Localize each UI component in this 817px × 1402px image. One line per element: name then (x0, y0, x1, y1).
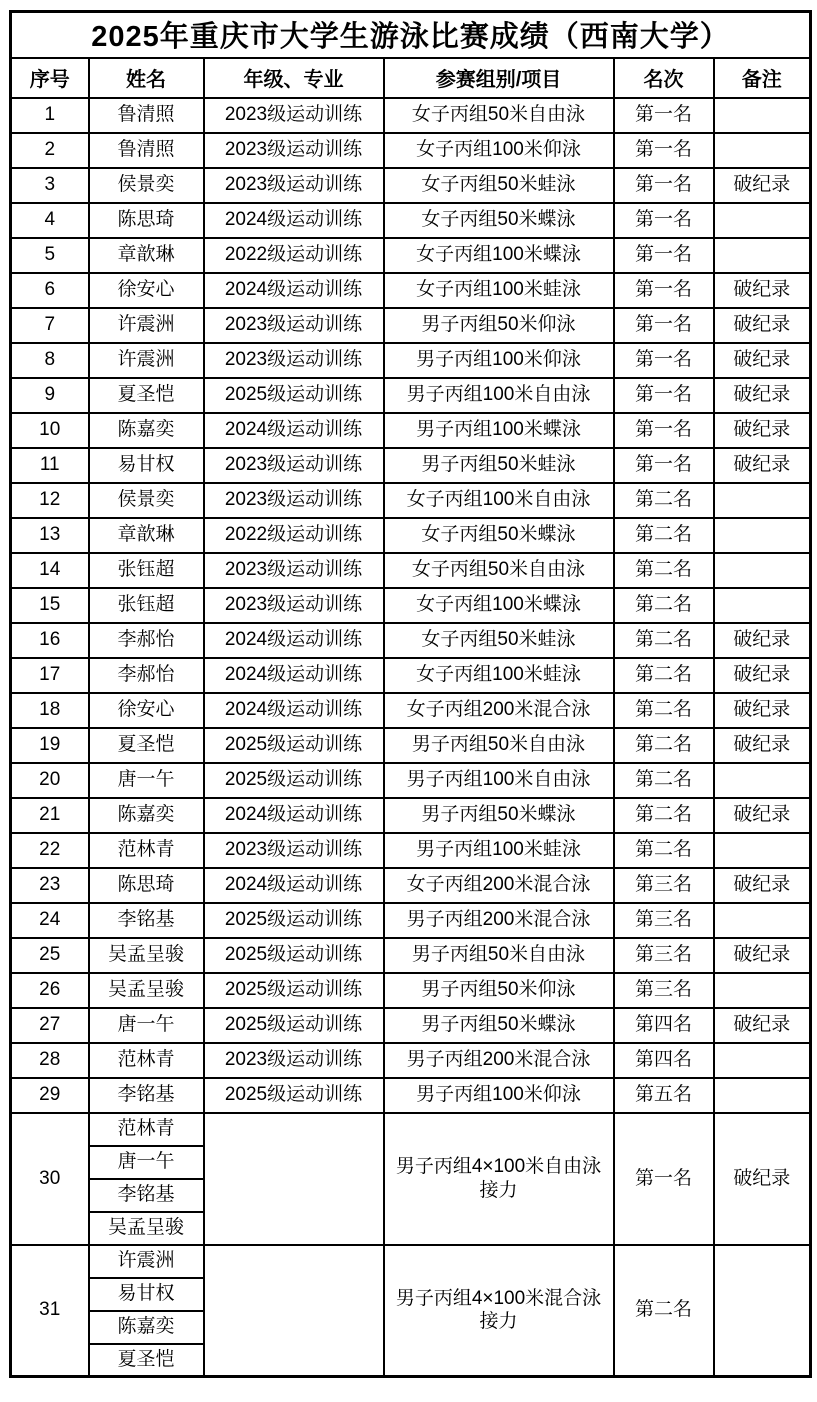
grade-major: 2025级运动训练 (204, 938, 384, 973)
event: 男子丙组100米自由泳 (384, 378, 614, 413)
athlete-name: 易甘权 (89, 1278, 204, 1311)
grade-major: 2025级运动训练 (204, 728, 384, 763)
remark: 破纪录 (714, 378, 811, 413)
table-row (11, 658, 811, 693)
athlete-name: 唐一午 (89, 1008, 204, 1043)
rank: 第三名 (614, 938, 714, 973)
table-row (11, 273, 811, 308)
rank: 第一名 (614, 378, 714, 413)
athlete-name: 陈思琦 (89, 203, 204, 238)
remark: 破纪录 (714, 728, 811, 763)
athlete-name: 许震洲 (89, 308, 204, 343)
rank: 第一名 (614, 1113, 714, 1245)
row-no: 31 (11, 1245, 89, 1377)
row-no: 10 (11, 413, 89, 448)
remark (714, 1043, 811, 1078)
event: 男子丙组50米自由泳 (384, 938, 614, 973)
event: 男子丙组4×100米混合泳接力 (384, 1245, 614, 1377)
grade-major: 2023级运动训练 (204, 168, 384, 203)
athlete-name: 徐安心 (89, 693, 204, 728)
grade-major: 2023级运动训练 (204, 98, 384, 133)
grade-major: 2023级运动训练 (204, 448, 384, 483)
remark: 破纪录 (714, 448, 811, 483)
row-no: 3 (11, 168, 89, 203)
remark: 破纪录 (714, 1113, 811, 1245)
rank: 第一名 (614, 133, 714, 168)
table-row (11, 308, 811, 343)
table-row (11, 203, 811, 238)
grade-major: 2023级运动训练 (204, 553, 384, 588)
grade-major: 2022级运动训练 (204, 238, 384, 273)
remark (714, 553, 811, 588)
remark: 破纪录 (714, 798, 811, 833)
table-row (11, 693, 811, 728)
table-row (11, 133, 811, 168)
event: 女子丙组100米蛙泳 (384, 658, 614, 693)
row-no: 27 (11, 1008, 89, 1043)
rank: 第二名 (614, 483, 714, 518)
column-header-name: 姓名 (89, 58, 204, 98)
grade-major: 2024级运动训练 (204, 623, 384, 658)
header-row (11, 58, 811, 98)
event: 女子丙组50米自由泳 (384, 98, 614, 133)
grade-major: 2025级运动训练 (204, 1008, 384, 1043)
remark (714, 203, 811, 238)
grade-major: 2025级运动训练 (204, 763, 384, 798)
remark: 破纪录 (714, 938, 811, 973)
grade-major: 2024级运动训练 (204, 868, 384, 903)
table-row (11, 623, 811, 658)
row-no: 22 (11, 833, 89, 868)
rank: 第五名 (614, 1078, 714, 1113)
table-row (11, 1113, 811, 1146)
grade-major: 2025级运动训练 (204, 1078, 384, 1113)
athlete-name: 吴孟呈骏 (89, 938, 204, 973)
table-row (11, 343, 811, 378)
grade-major: 2024级运动训练 (204, 203, 384, 238)
table-row (11, 98, 811, 133)
table-row (11, 553, 811, 588)
results-table (9, 10, 812, 1378)
row-no: 21 (11, 798, 89, 833)
table-row (11, 938, 811, 973)
row-no: 26 (11, 973, 89, 1008)
event: 女子丙组100米蛙泳 (384, 273, 614, 308)
rank: 第一名 (614, 343, 714, 378)
athlete-name: 鲁清照 (89, 133, 204, 168)
row-no: 15 (11, 588, 89, 623)
athlete-name: 夏圣恺 (89, 1344, 204, 1377)
row-no: 17 (11, 658, 89, 693)
row-no: 28 (11, 1043, 89, 1078)
athlete-name: 徐安心 (89, 273, 204, 308)
row-no: 8 (11, 343, 89, 378)
event: 男子丙组200米混合泳 (384, 1043, 614, 1078)
athlete-name: 张钰超 (89, 588, 204, 623)
event: 男子丙组50米仰泳 (384, 308, 614, 343)
rank: 第二名 (614, 658, 714, 693)
rank: 第一名 (614, 203, 714, 238)
event: 男子丙组50米蛙泳 (384, 448, 614, 483)
table-row (11, 238, 811, 273)
athlete-name: 李铭基 (89, 1179, 204, 1212)
column-header-remark: 备注 (714, 58, 811, 98)
row-no: 7 (11, 308, 89, 343)
rank: 第三名 (614, 973, 714, 1008)
event: 男子丙组100米仰泳 (384, 1078, 614, 1113)
remark: 破纪录 (714, 273, 811, 308)
event: 男子丙组100米蛙泳 (384, 833, 614, 868)
event: 女子丙组50米蝶泳 (384, 203, 614, 238)
athlete-name: 范林青 (89, 1113, 204, 1146)
event: 男子丙组50米仰泳 (384, 973, 614, 1008)
remark (714, 1245, 811, 1377)
row-no: 19 (11, 728, 89, 763)
table-row (11, 378, 811, 413)
table-row (11, 588, 811, 623)
table-row (11, 1008, 811, 1043)
row-no: 14 (11, 553, 89, 588)
athlete-name: 陈思琦 (89, 868, 204, 903)
rank: 第四名 (614, 1008, 714, 1043)
event: 女子丙组50米自由泳 (384, 553, 614, 588)
remark: 破纪录 (714, 868, 811, 903)
table-row (11, 763, 811, 798)
rank: 第四名 (614, 1043, 714, 1078)
page-title: 2025年重庆市大学生游泳比赛成绩（西南大学） (11, 12, 811, 58)
athlete-name: 侯景奕 (89, 168, 204, 203)
row-no: 1 (11, 98, 89, 133)
table-row (11, 903, 811, 938)
column-header-rank: 名次 (614, 58, 714, 98)
athlete-name: 夏圣恺 (89, 728, 204, 763)
table-row (11, 833, 811, 868)
event: 女子丙组100米蝶泳 (384, 588, 614, 623)
athlete-name: 易甘权 (89, 448, 204, 483)
grade-major: 2023级运动训练 (204, 483, 384, 518)
grade-major: 2025级运动训练 (204, 378, 384, 413)
athlete-name: 章歆琳 (89, 518, 204, 553)
remark: 破纪录 (714, 308, 811, 343)
column-header-grade: 年级、专业 (204, 58, 384, 98)
remark (714, 903, 811, 938)
rank: 第二名 (614, 518, 714, 553)
athlete-name: 吴孟呈骏 (89, 1212, 204, 1245)
athlete-name: 李铭基 (89, 903, 204, 938)
grade-major: 2024级运动训练 (204, 273, 384, 308)
rank: 第二名 (614, 798, 714, 833)
rank: 第一名 (614, 238, 714, 273)
grade-major: 2023级运动训练 (204, 343, 384, 378)
row-no: 2 (11, 133, 89, 168)
table-row (11, 448, 811, 483)
table-row (11, 868, 811, 903)
row-no: 29 (11, 1078, 89, 1113)
rank: 第一名 (614, 448, 714, 483)
title-row (11, 12, 811, 58)
remark: 破纪录 (714, 693, 811, 728)
remark (714, 133, 811, 168)
event: 男子丙组50米蝶泳 (384, 1008, 614, 1043)
table-row (11, 168, 811, 203)
row-no: 16 (11, 623, 89, 658)
rank: 第一名 (614, 273, 714, 308)
event: 男子丙组50米自由泳 (384, 728, 614, 763)
column-header-event: 参赛组别/项目 (384, 58, 614, 98)
athlete-name: 夏圣恺 (89, 378, 204, 413)
remark: 破纪录 (714, 658, 811, 693)
grade-major (204, 1245, 384, 1377)
athlete-name: 陈嘉奕 (89, 798, 204, 833)
remark (714, 588, 811, 623)
grade-major: 2024级运动训练 (204, 693, 384, 728)
rank: 第二名 (614, 623, 714, 658)
row-no: 4 (11, 203, 89, 238)
row-no: 9 (11, 378, 89, 413)
athlete-name: 许震洲 (89, 343, 204, 378)
rank: 第二名 (614, 833, 714, 868)
grade-major: 2023级运动训练 (204, 308, 384, 343)
rank: 第二名 (614, 1245, 714, 1377)
row-no: 25 (11, 938, 89, 973)
row-no: 18 (11, 693, 89, 728)
rank: 第一名 (614, 413, 714, 448)
table-row (11, 518, 811, 553)
athlete-name: 侯景奕 (89, 483, 204, 518)
rank: 第一名 (614, 98, 714, 133)
row-no: 23 (11, 868, 89, 903)
event: 女子丙组50米蛙泳 (384, 623, 614, 658)
table-row (11, 798, 811, 833)
athlete-name: 吴孟呈骏 (89, 973, 204, 1008)
row-no: 6 (11, 273, 89, 308)
rank: 第二名 (614, 553, 714, 588)
remark (714, 518, 811, 553)
grade-major: 2023级运动训练 (204, 1043, 384, 1078)
table-row (11, 1245, 811, 1278)
event: 男子丙组100米自由泳 (384, 763, 614, 798)
remark: 破纪录 (714, 1008, 811, 1043)
event: 女子丙组100米自由泳 (384, 483, 614, 518)
row-no: 30 (11, 1113, 89, 1245)
table-row (11, 483, 811, 518)
remark: 破纪录 (714, 168, 811, 203)
rank: 第二名 (614, 763, 714, 798)
event: 男子丙组200米混合泳 (384, 903, 614, 938)
event: 男子丙组50米蝶泳 (384, 798, 614, 833)
remark: 破纪录 (714, 413, 811, 448)
remark (714, 763, 811, 798)
table-row (11, 973, 811, 1008)
row-no: 20 (11, 763, 89, 798)
grade-major: 2023级运动训练 (204, 588, 384, 623)
row-no: 11 (11, 448, 89, 483)
athlete-name: 陈嘉奕 (89, 413, 204, 448)
grade-major: 2025级运动训练 (204, 973, 384, 1008)
rank: 第三名 (614, 868, 714, 903)
remark: 破纪录 (714, 343, 811, 378)
rank: 第二名 (614, 728, 714, 763)
remark (714, 483, 811, 518)
rank: 第三名 (614, 903, 714, 938)
event: 女子丙组100米蝶泳 (384, 238, 614, 273)
remark (714, 973, 811, 1008)
row-no: 12 (11, 483, 89, 518)
grade-major: 2025级运动训练 (204, 903, 384, 938)
event: 女子丙组200米混合泳 (384, 693, 614, 728)
athlete-name: 张钰超 (89, 553, 204, 588)
athlete-name: 李铭基 (89, 1078, 204, 1113)
rank: 第二名 (614, 693, 714, 728)
remark (714, 98, 811, 133)
grade-major: 2024级运动训练 (204, 658, 384, 693)
event: 女子丙组50米蝶泳 (384, 518, 614, 553)
athlete-name: 唐一午 (89, 1146, 204, 1179)
remark: 破纪录 (714, 623, 811, 658)
athlete-name: 范林青 (89, 833, 204, 868)
table-body (11, 98, 811, 1377)
rank: 第二名 (614, 588, 714, 623)
remark (714, 833, 811, 868)
grade-major: 2023级运动训练 (204, 133, 384, 168)
event: 男子丙组100米蝶泳 (384, 413, 614, 448)
event: 女子丙组200米混合泳 (384, 868, 614, 903)
athlete-name: 李郝怡 (89, 658, 204, 693)
grade-major: 2024级运动训练 (204, 798, 384, 833)
grade-major: 2023级运动训练 (204, 833, 384, 868)
row-no: 5 (11, 238, 89, 273)
athlete-name: 陈嘉奕 (89, 1311, 204, 1344)
athlete-name: 许震洲 (89, 1245, 204, 1278)
grade-major: 2024级运动训练 (204, 413, 384, 448)
athlete-name: 章歆琳 (89, 238, 204, 273)
table-row (11, 1078, 811, 1113)
rank: 第一名 (614, 168, 714, 203)
table-row (11, 1043, 811, 1078)
athlete-name: 鲁清照 (89, 98, 204, 133)
remark (714, 1078, 811, 1113)
table-row (11, 728, 811, 763)
row-no: 13 (11, 518, 89, 553)
rank: 第一名 (614, 308, 714, 343)
event: 女子丙组50米蛙泳 (384, 168, 614, 203)
athlete-name: 李郝怡 (89, 623, 204, 658)
event: 女子丙组100米仰泳 (384, 133, 614, 168)
event: 男子丙组100米仰泳 (384, 343, 614, 378)
column-header-no: 序号 (11, 58, 89, 98)
grade-major: 2022级运动训练 (204, 518, 384, 553)
remark (714, 238, 811, 273)
row-no: 24 (11, 903, 89, 938)
event: 男子丙组4×100米自由泳接力 (384, 1113, 614, 1245)
athlete-name: 唐一午 (89, 763, 204, 798)
table-row (11, 413, 811, 448)
grade-major (204, 1113, 384, 1245)
athlete-name: 范林青 (89, 1043, 204, 1078)
